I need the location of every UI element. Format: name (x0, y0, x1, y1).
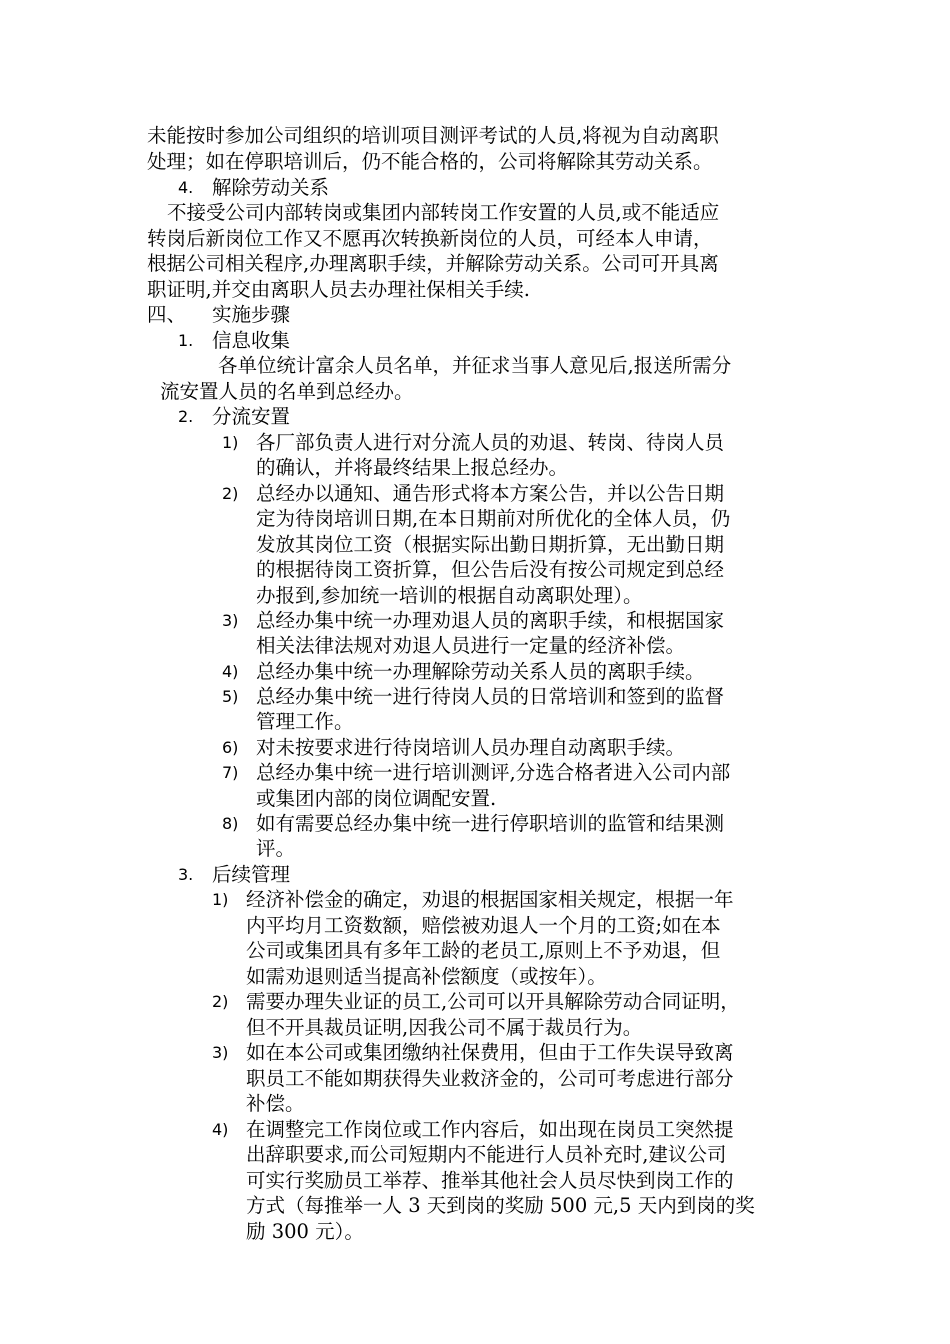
step2-item-line: 定为待岗培训日期,在本日期前对所优化的全体人员，仍 (256, 507, 731, 530)
step3-item-line: 职员工不能如期获得失业救济金的，公司可考虑进行部分 (246, 1067, 734, 1090)
step2-item-line: 总经办以通知、通告形式将本方案公告，并以公告日期 (256, 482, 725, 505)
step3-number: 3. (178, 865, 194, 884)
step3-item-number: 3) (212, 1043, 229, 1062)
step2-item-line: 的根据待岗工资折算，但公告后没有按公司规定到总经 (256, 558, 725, 581)
step3-item-line: 出辞职要求,而公司短期内不能进行人员补充时,建议公司 (246, 1143, 727, 1166)
step3-item-line: 可实行奖励员工举荐、推举其他社会人员尽快到岗工作的 (246, 1169, 734, 1192)
step2-item-line: 管理工作。 (256, 710, 354, 733)
step2-item-line: 总经办集中统一办理劝退人员的离职手续，和根据国家 (256, 609, 725, 632)
step2-number: 2. (178, 407, 194, 426)
step2-item-line: 相关法律法规对劝退人员进行一定量的经济补偿。 (256, 634, 686, 657)
step1-number: 1. (178, 331, 194, 350)
step2-item-line: 对未按要求进行待岗培训人员办理自动离职手续。 (256, 736, 686, 759)
step1-heading: 信息收集 (212, 329, 291, 352)
step3-item-line: 励 300 元）。 (246, 1220, 364, 1243)
step2-item-line: 评。 (256, 837, 296, 860)
step2-item-line: 的确认，并将最终结果上报总经办。 (256, 456, 569, 479)
step3-item-number: 2) (212, 992, 229, 1011)
step2-item-number: 1) (222, 433, 239, 452)
step2-item-number: 6) (222, 738, 239, 757)
step1-body-line: 各单位统计富余人员名单，并征求当事人意见后,报送所需分 (218, 354, 732, 377)
step2-item-line: 如有需要总经办集中统一进行停职培训的监管和结果测 (256, 812, 725, 835)
step3-item-number: 4) (212, 1120, 229, 1139)
step2-item-line: 总经办集中统一进行培训测评,分选合格者进入公司内部 (256, 761, 731, 784)
step3-item-line: 经济补偿金的确定，劝退的根据国家相关规定，根据一年 (246, 888, 734, 911)
step2-item-number: 2) (222, 484, 239, 503)
step3-item-line: 需要办理失业证的员工,公司可以开具解除劳动合同证明， (246, 990, 740, 1013)
step3-item-number: 1) (212, 890, 229, 909)
section4-number: 四、 (147, 303, 187, 326)
item4-number: 4. (178, 178, 194, 197)
step2-item-line: 总经办集中统一进行待岗人员的日常培训和签到的监督 (256, 685, 725, 708)
item4-heading: 解除劳动关系 (212, 176, 330, 199)
step2-item-line: 办报到,参加统一培训的根据自动离职处理）。 (256, 584, 643, 607)
item4-body-line: 职证明,并交由离职人员去办理社保相关手续. (147, 278, 530, 301)
step3-item-line: 补偿。 (246, 1092, 305, 1115)
item4-body-line: 不接受公司内部转岗或集团内部转岗工作安置的人员,或不能适应 (167, 201, 720, 224)
step3-item-line: 方式（每推举一人 3 天到岗的奖励 500 元,5 天内到岗的奖 (246, 1194, 755, 1217)
step2-item-number: 4) (222, 662, 239, 681)
item4-body-line: 根据公司相关程序,办理离职手续，并解除劳动关系。公司可开具离 (147, 252, 719, 275)
step3-item-line: 公司或集团具有多年工龄的老员工,原则上不予劝退，但 (246, 939, 721, 962)
step2-item-number: 5) (222, 687, 239, 706)
section4-heading: 实施步骤 (212, 303, 291, 326)
step2-item-number: 8) (222, 814, 239, 833)
step2-item-line: 或集团内部的岗位调配安置. (256, 787, 497, 810)
step2-heading: 分流安置 (212, 405, 291, 428)
step2-item-number: 3) (222, 611, 239, 630)
step3-heading: 后续管理 (212, 863, 291, 886)
step3-item-line: 内平均月工资数额，赔偿被劝退人一个月的工资;如在本 (246, 914, 721, 937)
step2-item-line: 各厂部负责人进行对分流人员的劝退、转岗、待岗人员 (256, 431, 725, 454)
step2-item-line: 总经办集中统一办理解除劳动关系人员的离职手续。 (256, 660, 705, 683)
step3-item-line: 但不开具裁员证明,因我公司不属于裁员行为。 (246, 1016, 643, 1039)
step3-item-line: 如在本公司或集团缴纳社保费用，但由于工作失误导致离 (246, 1041, 734, 1064)
step3-item-line: 在调整完工作岗位或工作内容后，如出现在岗员工突然提 (246, 1118, 734, 1141)
intro-line: 未能按时参加公司组织的培训项目测评考试的人员,将视为自动离职 (147, 124, 719, 147)
step2-item-number: 7) (222, 763, 239, 782)
item4-body-line: 转岗后新岗位工作又不愿再次转换新岗位的人员，可经本人申请， (147, 227, 713, 250)
step2-item-line: 发放其岗位工资（根据实际出勤日期折算，无出勤日期 (256, 533, 725, 556)
intro-line: 处理；如在停职培训后，仍不能合格的，公司将解除其劳动关系。 (147, 150, 713, 173)
step1-body-line: 流安置人员的名单到总经办。 (160, 380, 414, 403)
step3-item-line: 如需劝退则适当提高补偿额度（或按年）。 (246, 965, 607, 988)
